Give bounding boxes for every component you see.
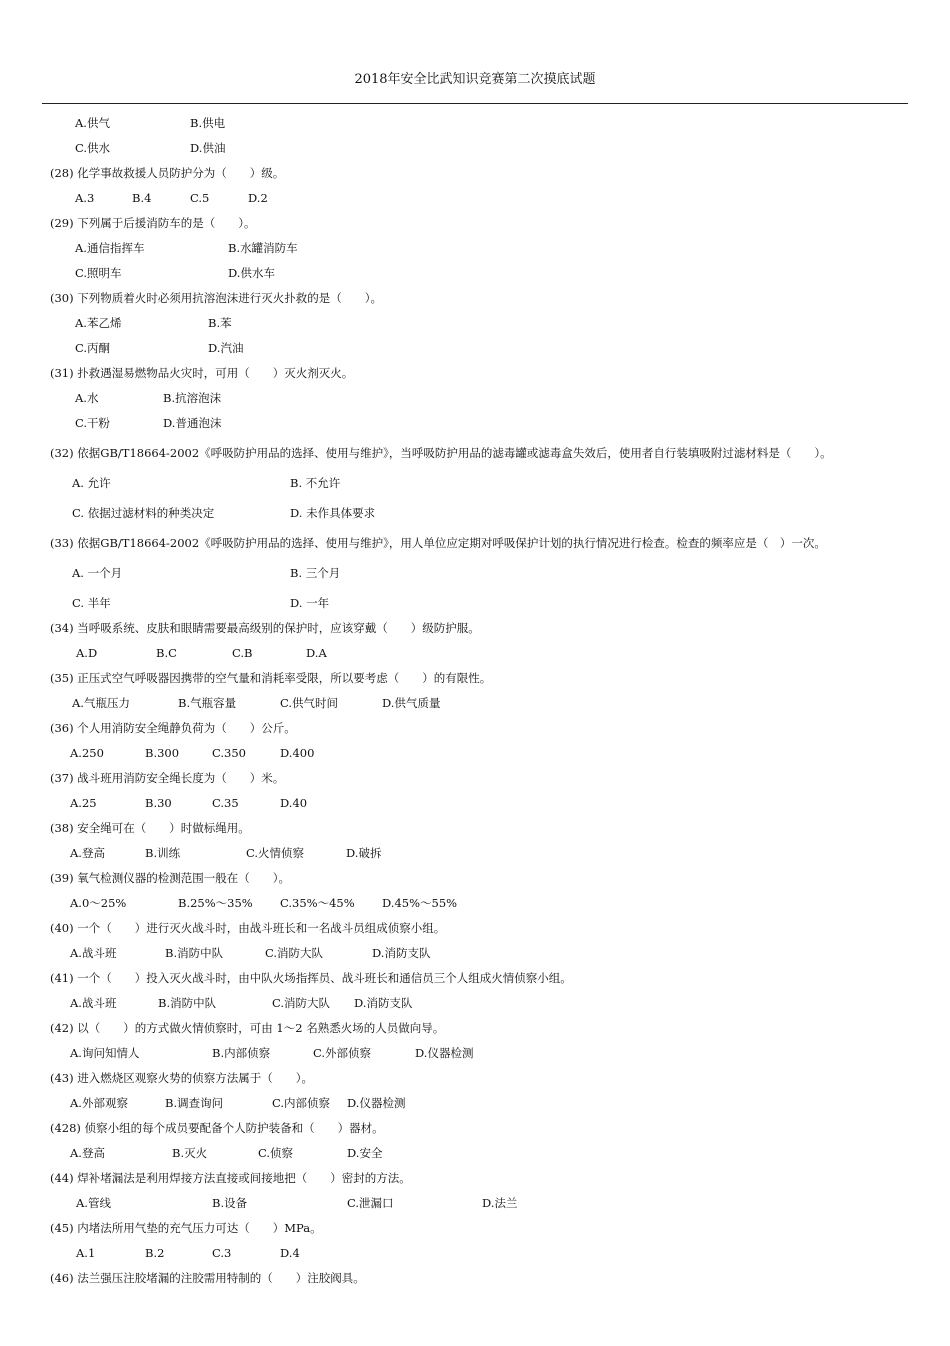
answer-option: C.泄漏口 xyxy=(347,1196,394,1210)
answer-option: B.苯 xyxy=(208,316,232,330)
answer-option: B.300 xyxy=(145,746,180,760)
answer-option: A.苯乙烯 xyxy=(75,316,122,330)
answer-option: A.0～25% xyxy=(70,896,127,910)
question-text: (46) 法兰强压注胶堵漏的注胶需用特制的（ ）注胶阀具。 xyxy=(50,1271,365,1285)
answer-option: A. 一个月 xyxy=(72,566,123,580)
question-text: (45) 内堵法所用气垫的充气压力可达（ ）MPa。 xyxy=(50,1221,322,1235)
answer-option: B.设备 xyxy=(212,1196,248,1210)
answer-option: D.法兰 xyxy=(482,1196,518,1210)
answer-option: D.供气质量 xyxy=(382,696,441,710)
answer-option: C. 依据过滤材料的种类决定 xyxy=(72,506,215,520)
answer-option: A.水 xyxy=(75,391,99,405)
answer-option: B.30 xyxy=(145,796,172,810)
answer-option: A. 允许 xyxy=(72,476,111,490)
answer-option: B.消防中队 xyxy=(158,996,217,1010)
question-text: (37) 战斗班用消防安全绳长度为（ ）米。 xyxy=(50,771,285,785)
answer-option: D. 未作具体要求 xyxy=(290,506,376,520)
answer-option: C.照明车 xyxy=(75,266,122,280)
answer-option: A.250 xyxy=(70,746,104,760)
answer-option: C.35 xyxy=(212,796,239,810)
header-divider xyxy=(42,103,908,104)
question-text: (40) 一个（ ）进行灭火战斗时，由战斗班长和一名战斗员组成侦察小组。 xyxy=(50,921,446,935)
answer-option: B.调查询问 xyxy=(165,1096,224,1110)
answer-option: B.4 xyxy=(132,191,152,205)
answer-option: D.4 xyxy=(280,1246,300,1260)
answer-option: A.登高 xyxy=(70,1146,105,1160)
question-text: (35) 正压式空气呼吸器因携带的空气量和消耗率受限，所以要考虑（ ）的有限性。 xyxy=(50,671,492,685)
answer-option: C.B xyxy=(232,646,253,660)
answer-option: D.供油 xyxy=(190,141,226,155)
question-text: (38) 安全绳可在（ ）时做标绳用。 xyxy=(50,821,250,835)
answer-option: A.D xyxy=(76,646,98,660)
answer-option: C. 半年 xyxy=(72,596,111,610)
answer-option: B.抗溶泡沫 xyxy=(163,391,222,405)
answer-option: C.5 xyxy=(190,191,210,205)
answer-option: A.25 xyxy=(70,796,97,810)
answer-option: D.消防支队 xyxy=(354,996,413,1010)
answer-option: D.消防支队 xyxy=(372,946,431,960)
answer-option: B.25%～35% xyxy=(178,896,253,910)
answer-option: B. 不允许 xyxy=(290,476,341,490)
answer-option: D.400 xyxy=(280,746,315,760)
page-header-title: 2018年安全比武知识竞赛第二次摸底试题 xyxy=(354,72,596,87)
answer-option: B.气瓶容量 xyxy=(178,696,237,710)
answer-option: A.外部观察 xyxy=(70,1096,128,1110)
answer-option: A.供气 xyxy=(75,116,110,130)
answer-option: B.2 xyxy=(145,1246,165,1260)
answer-option: A.登高 xyxy=(70,846,105,860)
answer-option: A.1 xyxy=(76,1246,96,1260)
answer-option: B.水罐消防车 xyxy=(228,241,298,255)
question-text: (33) 依据GB/T18664-2002《呼吸防护用品的选择、使用与维护》，用人单位应定期对呼吸保护计划的执行情况进行检查。检查的频率应是（ ）一次。 xyxy=(50,536,826,550)
answer-option: D.A xyxy=(306,646,327,660)
answer-option: D.45%～55% xyxy=(382,896,458,910)
answer-option: C.3 xyxy=(212,1246,232,1260)
answer-option: B. 三个月 xyxy=(290,566,341,580)
question-text: (42) 以（ ）的方式做火情侦察时，可由 1～2 名熟悉火场的人员做向导。 xyxy=(50,1021,445,1035)
answer-option: B.灭火 xyxy=(172,1146,208,1160)
answer-option: A.气瓶压力 xyxy=(72,696,130,710)
answer-option: B.训练 xyxy=(145,846,181,860)
question-text: (31) 扑救遇湿易燃物品火灾时，可用（ ）灭火剂灭火。 xyxy=(50,366,354,380)
answer-option: A.战斗班 xyxy=(70,946,117,960)
answer-option: D.仪器检测 xyxy=(347,1096,406,1110)
answer-option: C.消防大队 xyxy=(272,996,331,1010)
answer-option: D.供水车 xyxy=(228,266,275,280)
answer-option: A.通信指挥车 xyxy=(75,241,145,255)
answer-option: C.供水 xyxy=(75,141,111,155)
question-text: (41) 一个（ ）投入灭火战斗时，由中队火场指挥员、战斗班长和通信员三个人组成火情侦察小组。 xyxy=(50,971,572,985)
answer-option: D.2 xyxy=(248,191,268,205)
answer-option: D.仪器检测 xyxy=(415,1046,474,1060)
question-text: (30) 下列物质着火时必须用抗溶泡沫进行灭火扑救的是（ ）。 xyxy=(50,291,383,305)
answer-option: C.丙酮 xyxy=(75,341,111,355)
answer-option: C.内部侦察 xyxy=(272,1096,331,1110)
question-text: (36) 个人用消防安全绳静负荷为（ ）公斤。 xyxy=(50,721,296,735)
answer-option: C.侦察 xyxy=(258,1146,294,1160)
question-text: (34) 当呼吸系统、皮肤和眼睛需要最高级别的保护时，应该穿戴（ ）级防护服。 xyxy=(50,621,480,635)
question-text: (428) 侦察小组的每个成员要配备个人防护装备和（ ）器材。 xyxy=(50,1121,384,1135)
answer-option: D. 一年 xyxy=(290,596,330,610)
answer-option: C.消防大队 xyxy=(265,946,324,960)
answer-option: D.40 xyxy=(280,796,308,810)
answer-option: C.干粉 xyxy=(75,416,111,430)
answer-option: A.询问知情人 xyxy=(70,1046,140,1060)
answer-option: B.供电 xyxy=(190,116,226,130)
answer-option: B.C xyxy=(156,646,177,660)
answer-option: D.破拆 xyxy=(346,846,382,860)
answer-option: D.安全 xyxy=(347,1146,383,1160)
answer-option: D.汽油 xyxy=(208,341,244,355)
answer-option: A.3 xyxy=(75,191,95,205)
answer-option: B.内部侦察 xyxy=(212,1046,271,1060)
question-text: (39) 氧气检测仪器的检测范围一般在（ ）。 xyxy=(50,871,291,885)
answer-option: C.火情侦察 xyxy=(246,846,305,860)
answer-option: C.供气时间 xyxy=(280,696,339,710)
answer-option: B.消防中队 xyxy=(165,946,224,960)
question-text: (32) 依据GB/T18664-2002《呼吸防护用品的选择、使用与维护》，当呼吸防护用品的滤毒罐或滤毒盒失效后，使用者自行装填吸附过滤材料是（ ）。 xyxy=(50,446,832,460)
question-text: (44) 焊补堵漏法是利用焊接方法直接或间接地把（ ）密封的方法。 xyxy=(50,1171,411,1185)
answer-option: A.管线 xyxy=(76,1196,111,1210)
answer-option: A.战斗班 xyxy=(70,996,117,1010)
answer-option: D.普通泡沫 xyxy=(163,416,222,430)
question-text: (28) 化学事故救援人员防护分为（ ）级。 xyxy=(50,166,285,180)
question-text: (43) 进入燃烧区观察火势的侦察方法属于（ ）。 xyxy=(50,1071,314,1085)
question-text: (29) 下列属于后援消防车的是（ ）。 xyxy=(50,216,256,230)
answer-option: C.350 xyxy=(212,746,246,760)
answer-option: C.外部侦察 xyxy=(313,1046,372,1060)
answer-option: C.35%～45% xyxy=(280,896,355,910)
